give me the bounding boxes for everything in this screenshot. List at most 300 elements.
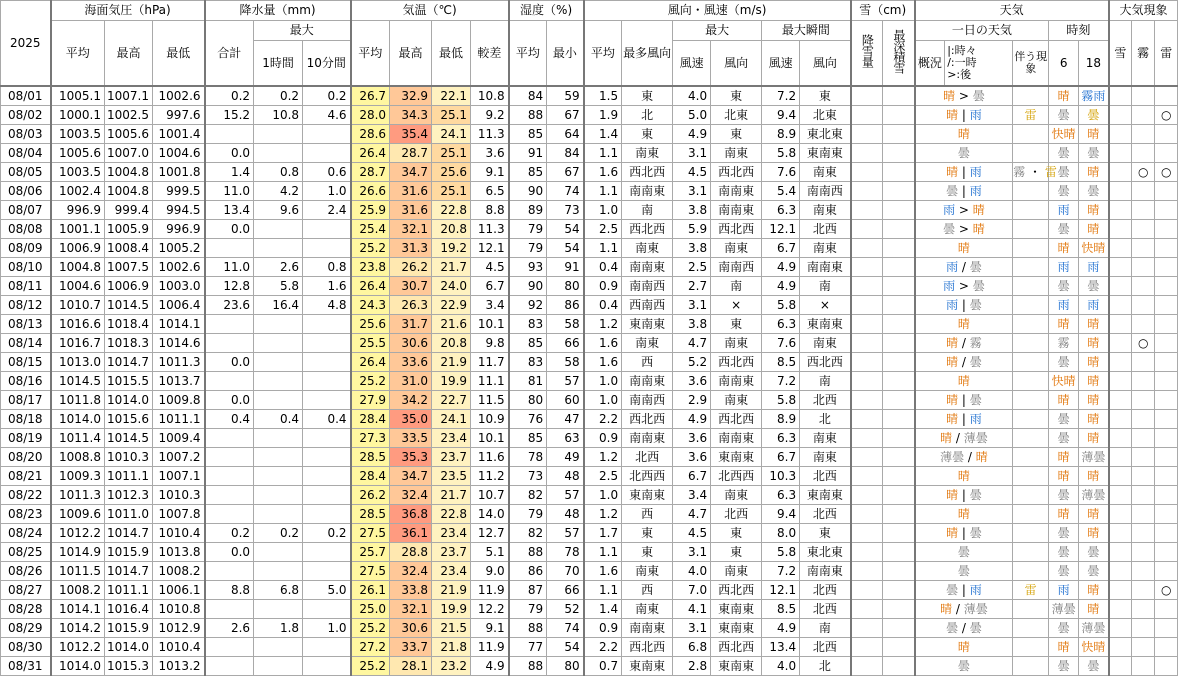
weather-6-cell xyxy=(1049,258,1079,277)
wind-prevailing-cell: 西北西 xyxy=(622,163,673,182)
humidity-avg-cell: 82 xyxy=(509,486,547,505)
wind-gust-speed-header: 風速 xyxy=(762,41,800,87)
temp-range-cell: 6.5 xyxy=(471,182,509,201)
pressure-high-cell: 1007.1 xyxy=(105,86,153,106)
snow-ph-cell xyxy=(1109,334,1132,353)
temp-avg-cell: 28.6 xyxy=(351,125,390,144)
snow-ph-cell xyxy=(1109,543,1132,562)
table-row xyxy=(1,201,1178,220)
weather-18-cell xyxy=(1079,543,1109,562)
fog-ph-cell xyxy=(1132,505,1155,524)
thunder-ph-cell xyxy=(1155,562,1178,581)
weather-symbol: 晴 xyxy=(946,354,959,369)
pressure-high-cell: 1005.9 xyxy=(105,220,153,239)
weather-symbol: 晴 xyxy=(1087,468,1100,483)
pressure-avg-cell: 1003.5 xyxy=(51,125,105,144)
pressure-avg-cell: 1004.6 xyxy=(51,277,105,296)
wind-gust-speed-cell: 8.5 xyxy=(762,600,800,619)
pressure-high-cell: 1007.5 xyxy=(105,258,153,277)
wind-avg-cell: 0.7 xyxy=(584,657,622,676)
temp-header: 気温（℃) xyxy=(351,1,509,21)
humidity-avg-cell: 88 xyxy=(509,657,547,676)
wind-avg-cell: 1.0 xyxy=(584,391,622,410)
table-row xyxy=(1,334,1178,353)
humidity-min-cell: 67 xyxy=(547,163,584,182)
snow-ph-cell xyxy=(1109,277,1132,296)
snowfall-cell xyxy=(851,315,883,334)
weather-18-cell xyxy=(1079,201,1109,220)
fog-ph-cell xyxy=(1132,657,1155,676)
precip-10m-cell: 1.0 xyxy=(303,619,351,638)
wind-prevailing-cell: 西北西 xyxy=(622,220,673,239)
wind-avg-cell: 2.5 xyxy=(584,220,622,239)
date-cell: 08/17 xyxy=(1,391,51,410)
weather-symbol: 晴 xyxy=(1087,582,1100,597)
temp-avg-cell: 25.2 xyxy=(351,657,390,676)
weather-6-cell xyxy=(1049,182,1079,201)
weather-6-cell xyxy=(1049,619,1079,638)
weather-6-cell xyxy=(1049,638,1079,657)
pressure-low-cell: 1002.6 xyxy=(153,258,205,277)
temp-high-cell: 33.7 xyxy=(390,638,432,657)
snow-ph-cell xyxy=(1109,258,1132,277)
wind-gust-dir-cell: 北西 xyxy=(800,600,851,619)
temp-range-cell: 10.1 xyxy=(471,315,509,334)
precip-total-cell: 23.6 xyxy=(205,296,254,315)
pressure-avg-cell: 1014.9 xyxy=(51,543,105,562)
weather-6-cell xyxy=(1049,410,1079,429)
pressure-high-cell: 1015.3 xyxy=(105,657,153,676)
pressure-high-cell: 1007.0 xyxy=(105,144,153,163)
pressure-high-cell: 1011.1 xyxy=(105,467,153,486)
wind-max-speed-cell: 6.8 xyxy=(673,638,711,657)
weather-symbol: 曇 xyxy=(1057,411,1070,426)
weather-18-cell xyxy=(1079,600,1109,619)
pressure-avg-cell: 1014.0 xyxy=(51,657,105,676)
wind-prevailing-cell: 北西 xyxy=(622,448,673,467)
pressure-high-cell: 1014.0 xyxy=(105,638,153,657)
pressure-low-cell: 1013.2 xyxy=(153,657,205,676)
snow-ph-cell xyxy=(1109,372,1132,391)
temp-avg-cell: 25.4 xyxy=(351,220,390,239)
fog-ph-cell: ○ xyxy=(1132,334,1155,353)
pressure-high-cell: 1005.6 xyxy=(105,125,153,144)
weather-assoc-cell xyxy=(1013,657,1049,676)
weather-18-cell xyxy=(1079,296,1109,315)
weather-symbol: 晴 xyxy=(1087,126,1100,141)
humidity-min-cell: 52 xyxy=(547,600,584,619)
snow-ph-cell xyxy=(1109,505,1132,524)
weather-symbol: 曇 xyxy=(1087,278,1100,293)
precip-10m-header: 10分間 xyxy=(303,41,351,87)
weather-18-cell xyxy=(1079,372,1109,391)
wind-gust-speed-cell: 7.6 xyxy=(762,334,800,353)
pressure-avg-cell: 1009.6 xyxy=(51,505,105,524)
weather-symbol: | xyxy=(961,411,966,426)
temp-high-cell: 31.0 xyxy=(390,372,432,391)
weather-assoc-cell xyxy=(1013,277,1049,296)
temp-low-cell: 21.8 xyxy=(432,638,471,657)
snow-ph-cell xyxy=(1109,486,1132,505)
weather-symbol: 快晴 xyxy=(1081,240,1106,255)
weather-18-cell xyxy=(1079,163,1109,182)
wind-gust-dir-cell: 北西 xyxy=(800,638,851,657)
temp-avg-cell: 25.9 xyxy=(351,201,390,220)
pressure-avg-cell: 1004.8 xyxy=(51,258,105,277)
weather-symbol: 霧 xyxy=(969,335,982,350)
temp-high-cell: 28.7 xyxy=(390,144,432,163)
weather-symbol: 晴 xyxy=(1057,392,1070,407)
temp-range-cell: 11.5 xyxy=(471,391,509,410)
snowfall-cell xyxy=(851,581,883,600)
wind-prevailing-cell: 南 xyxy=(622,201,673,220)
weather-18-cell xyxy=(1079,581,1109,600)
humidity-min-cell: 48 xyxy=(547,505,584,524)
humidity-avg-header: 平均 xyxy=(509,21,547,87)
humidity-min-cell: 58 xyxy=(547,315,584,334)
precip-total-cell: 0.4 xyxy=(205,410,254,429)
weather-symbol: 曇 xyxy=(1087,563,1100,578)
table-row xyxy=(1,486,1178,505)
temp-avg-cell: 28.4 xyxy=(351,467,390,486)
humidity-header: 湿度（%) xyxy=(509,1,584,21)
weather-symbol: 曇 xyxy=(1057,487,1070,502)
table-row xyxy=(1,505,1178,524)
precip-1h-cell xyxy=(254,353,303,372)
weather-symbol: 曇 xyxy=(1087,544,1100,559)
weather-symbol: 晴 xyxy=(957,506,970,521)
weather-assoc-cell xyxy=(1013,144,1049,163)
pressure-avg-cell: 1011.4 xyxy=(51,429,105,448)
temp-low-cell: 23.2 xyxy=(432,657,471,676)
wind-avg-cell: 1.6 xyxy=(584,163,622,182)
weather-symbol: 雨 xyxy=(969,164,982,179)
wind-gust-speed-cell: 8.9 xyxy=(762,410,800,429)
weather-overview-cell xyxy=(915,372,1013,391)
temp-low-header: 最低 xyxy=(432,21,471,87)
wind-gust-speed-cell: 5.8 xyxy=(762,144,800,163)
weather-symbol: / xyxy=(967,449,972,464)
pressure-low-cell: 1013.8 xyxy=(153,543,205,562)
weather-symbol: 曇 xyxy=(1057,525,1070,540)
fog-ph-cell xyxy=(1132,638,1155,657)
precip-10m-cell: 2.4 xyxy=(303,201,351,220)
wind-gust-speed-cell: 8.9 xyxy=(762,125,800,144)
precip-1h-cell xyxy=(254,543,303,562)
temp-range-cell: 9.8 xyxy=(471,334,509,353)
weather-symbol: 晴 xyxy=(946,525,959,540)
humidity-min-cell: 57 xyxy=(547,524,584,543)
wind-max-dir-cell: 東 xyxy=(711,86,762,106)
snowfall-cell xyxy=(851,201,883,220)
pressure-header: 海面気圧（hPa) xyxy=(51,1,205,21)
weather-symbol: / xyxy=(961,335,966,350)
wind-prevailing-cell: 南東 xyxy=(622,334,673,353)
temp-range-cell: 14.0 xyxy=(471,505,509,524)
weather-symbol: > xyxy=(958,278,969,293)
weather-symbol: 雨 xyxy=(943,202,956,217)
weather-symbol: 曇 xyxy=(969,259,982,274)
precip-1h-cell xyxy=(254,600,303,619)
pressure-avg-cell: 1000.1 xyxy=(51,106,105,125)
weather-symbol: 薄曇 xyxy=(963,601,988,616)
precip-1h-cell: 6.8 xyxy=(254,581,303,600)
wind-max-dir-cell: 東南東 xyxy=(711,448,762,467)
weather-18-cell xyxy=(1079,638,1109,657)
weather-symbol: 曇 xyxy=(946,582,959,597)
snowfall-cell xyxy=(851,562,883,581)
thunder-ph-cell xyxy=(1155,600,1178,619)
fog-ph-cell xyxy=(1132,315,1155,334)
wind-prevailing-cell: 南東 xyxy=(622,239,673,258)
date-cell: 08/02 xyxy=(1,106,51,125)
wind-prevailing-cell: 西南西 xyxy=(622,296,673,315)
wind-gust-speed-cell: 12.1 xyxy=(762,220,800,239)
temp-range-cell: 5.1 xyxy=(471,543,509,562)
humidity-min-cell: 48 xyxy=(547,467,584,486)
temp-range-cell: 8.8 xyxy=(471,201,509,220)
temp-low-cell: 20.8 xyxy=(432,220,471,239)
weather-symbol: 晴 xyxy=(946,392,959,407)
temp-high-header: 最高 xyxy=(390,21,432,87)
precip-1h-cell: 10.8 xyxy=(254,106,303,125)
snow-ph-cell xyxy=(1109,106,1132,125)
fog-ph-cell xyxy=(1132,258,1155,277)
temp-avg-cell: 27.9 xyxy=(351,391,390,410)
table-row xyxy=(1,410,1178,429)
weather-6-cell xyxy=(1049,315,1079,334)
weather-symbol: 晴 xyxy=(1087,525,1100,540)
table-row xyxy=(1,106,1178,125)
wind-gust-dir-cell: 東 xyxy=(800,86,851,106)
snowdepth-cell xyxy=(883,372,915,391)
weather-18-cell xyxy=(1079,467,1109,486)
date-cell: 08/09 xyxy=(1,239,51,258)
wind-avg-cell: 2.2 xyxy=(584,638,622,657)
temp-low-cell: 22.8 xyxy=(432,201,471,220)
wind-max-dir-cell: 南東 xyxy=(711,486,762,505)
weather-6-cell xyxy=(1049,600,1079,619)
temp-avg-cell: 26.6 xyxy=(351,182,390,201)
wind-max-speed-cell: 2.7 xyxy=(673,277,711,296)
precip-1h-cell xyxy=(254,505,303,524)
table-row xyxy=(1,448,1178,467)
snowdepth-cell xyxy=(883,391,915,410)
fog-ph-cell xyxy=(1132,619,1155,638)
precip-1h-cell xyxy=(254,220,303,239)
snowdepth-cell xyxy=(883,657,915,676)
date-cell: 08/06 xyxy=(1,182,51,201)
temp-high-cell: 36.8 xyxy=(390,505,432,524)
humidity-min-cell: 86 xyxy=(547,296,584,315)
pressure-low-cell: 1007.2 xyxy=(153,448,205,467)
temp-range-cell: 3.6 xyxy=(471,144,509,163)
snowfall-cell xyxy=(851,429,883,448)
temp-range-cell: 9.0 xyxy=(471,562,509,581)
weather-symbol: 晴 xyxy=(1057,240,1070,255)
humidity-min-cell: 74 xyxy=(547,182,584,201)
precip-10m-cell: 5.0 xyxy=(303,581,351,600)
table-row xyxy=(1,353,1178,372)
wind-gust-speed-cell: 5.8 xyxy=(762,543,800,562)
snow-ph-cell xyxy=(1109,353,1132,372)
snow-ph-cell xyxy=(1109,524,1132,543)
wind-max-speed-cell: 3.1 xyxy=(673,296,711,315)
wind-gust-speed-cell: 6.3 xyxy=(762,201,800,220)
wind-max-speed-cell: 4.7 xyxy=(673,505,711,524)
pressure-low-cell: 1009.4 xyxy=(153,429,205,448)
humidity-min-cell: 84 xyxy=(547,144,584,163)
table-row xyxy=(1,562,1178,581)
wind-gust-dir-cell: 北西 xyxy=(800,391,851,410)
wind-gust-speed-cell: 6.3 xyxy=(762,429,800,448)
pressure-high-cell: 1010.3 xyxy=(105,448,153,467)
pressure-low-cell: 1004.6 xyxy=(153,144,205,163)
weather-overview-cell xyxy=(915,429,1013,448)
wind-avg-cell: 1.4 xyxy=(584,600,622,619)
snowdepth-cell xyxy=(883,125,915,144)
thunder-ph-cell xyxy=(1155,657,1178,676)
wind-gust-speed-cell: 6.7 xyxy=(762,239,800,258)
humidity-avg-cell: 88 xyxy=(509,106,547,125)
precip-total-cell: 0.2 xyxy=(205,86,254,106)
precip-10m-cell: 0.8 xyxy=(303,258,351,277)
table-row xyxy=(1,619,1178,638)
pressure-low-cell: 1003.0 xyxy=(153,277,205,296)
temp-high-cell: 33.5 xyxy=(390,429,432,448)
weather-overview-cell xyxy=(915,600,1013,619)
precip-10m-cell xyxy=(303,334,351,353)
weather-symbol: | xyxy=(961,107,966,122)
pressure-low-cell: 1007.8 xyxy=(153,505,205,524)
humidity-min-cell: 54 xyxy=(547,220,584,239)
table-row xyxy=(1,429,1178,448)
temp-range-cell: 11.6 xyxy=(471,448,509,467)
humidity-avg-cell: 85 xyxy=(509,163,547,182)
wind-max-speed-cell: 6.7 xyxy=(673,467,711,486)
precip-10m-cell xyxy=(303,353,351,372)
snowdepth-cell xyxy=(883,448,915,467)
humidity-avg-cell: 83 xyxy=(509,315,547,334)
weather-6-cell xyxy=(1049,581,1079,600)
table-body xyxy=(1,86,1178,676)
weather-symbol: 曇 xyxy=(969,354,982,369)
pressure-low-cell: 1010.3 xyxy=(153,486,205,505)
weather-symbol: | xyxy=(961,297,966,312)
weather-symbol: 曇 xyxy=(1057,354,1070,369)
wind-max-dir-cell: 東南東 xyxy=(711,619,762,638)
wind-max-dir-cell: 南東 xyxy=(711,334,762,353)
humidity-min-cell: 47 xyxy=(547,410,584,429)
snowdepth-cell xyxy=(883,144,915,163)
time-18-header: 18 xyxy=(1079,41,1109,87)
weather-overview-cell xyxy=(915,144,1013,163)
snowfall-cell xyxy=(851,125,883,144)
wind-prevailing-cell: 南東 xyxy=(622,144,673,163)
snow-ph-cell xyxy=(1109,86,1132,106)
precip-total-cell xyxy=(205,600,254,619)
thunder-ph-cell xyxy=(1155,391,1178,410)
thunder-ph-cell xyxy=(1155,638,1178,657)
weather-6-cell xyxy=(1049,125,1079,144)
weather-symbol: 雨 xyxy=(946,259,959,274)
weather-symbol: 曇 xyxy=(1057,145,1070,160)
precip-10m-cell: 0.2 xyxy=(303,86,351,106)
temp-low-cell: 20.8 xyxy=(432,334,471,353)
weather-symbol: 晴 xyxy=(957,468,970,483)
date-cell: 08/24 xyxy=(1,524,51,543)
humidity-min-header: 最小 xyxy=(547,21,584,87)
pressure-high-cell: 1016.4 xyxy=(105,600,153,619)
precip-10m-cell xyxy=(303,562,351,581)
wind-max-speed-cell: 4.1 xyxy=(673,600,711,619)
precip-1h-cell xyxy=(254,467,303,486)
weather-symbol: 雷 xyxy=(1044,164,1057,179)
snowdepth-cell xyxy=(883,505,915,524)
wind-gust-speed-cell: 4.9 xyxy=(762,619,800,638)
weather-symbol: > xyxy=(958,202,969,217)
pressure-high-cell: 1002.5 xyxy=(105,106,153,125)
pressure-high-cell: 1004.8 xyxy=(105,163,153,182)
pressure-avg-cell: 1014.0 xyxy=(51,410,105,429)
precip-1h-cell xyxy=(254,562,303,581)
weather-symbol: | xyxy=(961,164,966,179)
pressure-avg-cell: 1005.6 xyxy=(51,144,105,163)
temp-high-cell: 32.4 xyxy=(390,562,432,581)
pressure-low-cell: 1008.2 xyxy=(153,562,205,581)
wind-gust-speed-cell: 5.8 xyxy=(762,391,800,410)
weather-symbol: 曇 xyxy=(1057,278,1070,293)
temp-range-cell: 3.4 xyxy=(471,296,509,315)
weather-symbol: 晴 xyxy=(946,487,959,502)
fog-ph-cell xyxy=(1132,182,1155,201)
thunder-ph-cell xyxy=(1155,524,1178,543)
fog-ph-cell xyxy=(1132,296,1155,315)
wind-max-speed-cell: 4.7 xyxy=(673,334,711,353)
humidity-avg-cell: 79 xyxy=(509,600,547,619)
humidity-min-cell: 80 xyxy=(547,657,584,676)
weather-overview-cell xyxy=(915,543,1013,562)
table-row xyxy=(1,125,1178,144)
wind-max-speed-cell: 4.5 xyxy=(673,524,711,543)
year-header: 2025 xyxy=(1,1,51,87)
snowfall-cell xyxy=(851,619,883,638)
date-cell: 08/16 xyxy=(1,372,51,391)
temp-high-cell: 32.1 xyxy=(390,600,432,619)
weather-symbol: | xyxy=(961,487,966,502)
weather-symbol: 薄曇 xyxy=(1081,487,1106,502)
weather-symbol: 晴 xyxy=(946,164,959,179)
fog-ph-cell xyxy=(1132,353,1155,372)
weather-assoc-cell xyxy=(1013,296,1049,315)
weather-symbol: 曇 xyxy=(1057,658,1070,673)
snow-ph-cell xyxy=(1109,125,1132,144)
date-cell: 08/15 xyxy=(1,353,51,372)
weather-symbol: 晴 xyxy=(957,373,970,388)
weather-symbol: 曇 xyxy=(972,88,985,103)
snowdepth-cell xyxy=(883,315,915,334)
wind-avg-cell: 1.7 xyxy=(584,524,622,543)
precip-10m-cell xyxy=(303,486,351,505)
weather-overview-cell xyxy=(915,315,1013,334)
temp-low-cell: 23.7 xyxy=(432,543,471,562)
wind-max-dir-cell: 南南東 xyxy=(711,182,762,201)
wind-prevailing-cell: 東南東 xyxy=(622,315,673,334)
wind-max-dir-cell: 南南東 xyxy=(711,201,762,220)
weather-symbol: 雨 xyxy=(1057,582,1070,597)
weather-18-cell xyxy=(1079,277,1109,296)
wind-avg-cell: 1.1 xyxy=(584,543,622,562)
